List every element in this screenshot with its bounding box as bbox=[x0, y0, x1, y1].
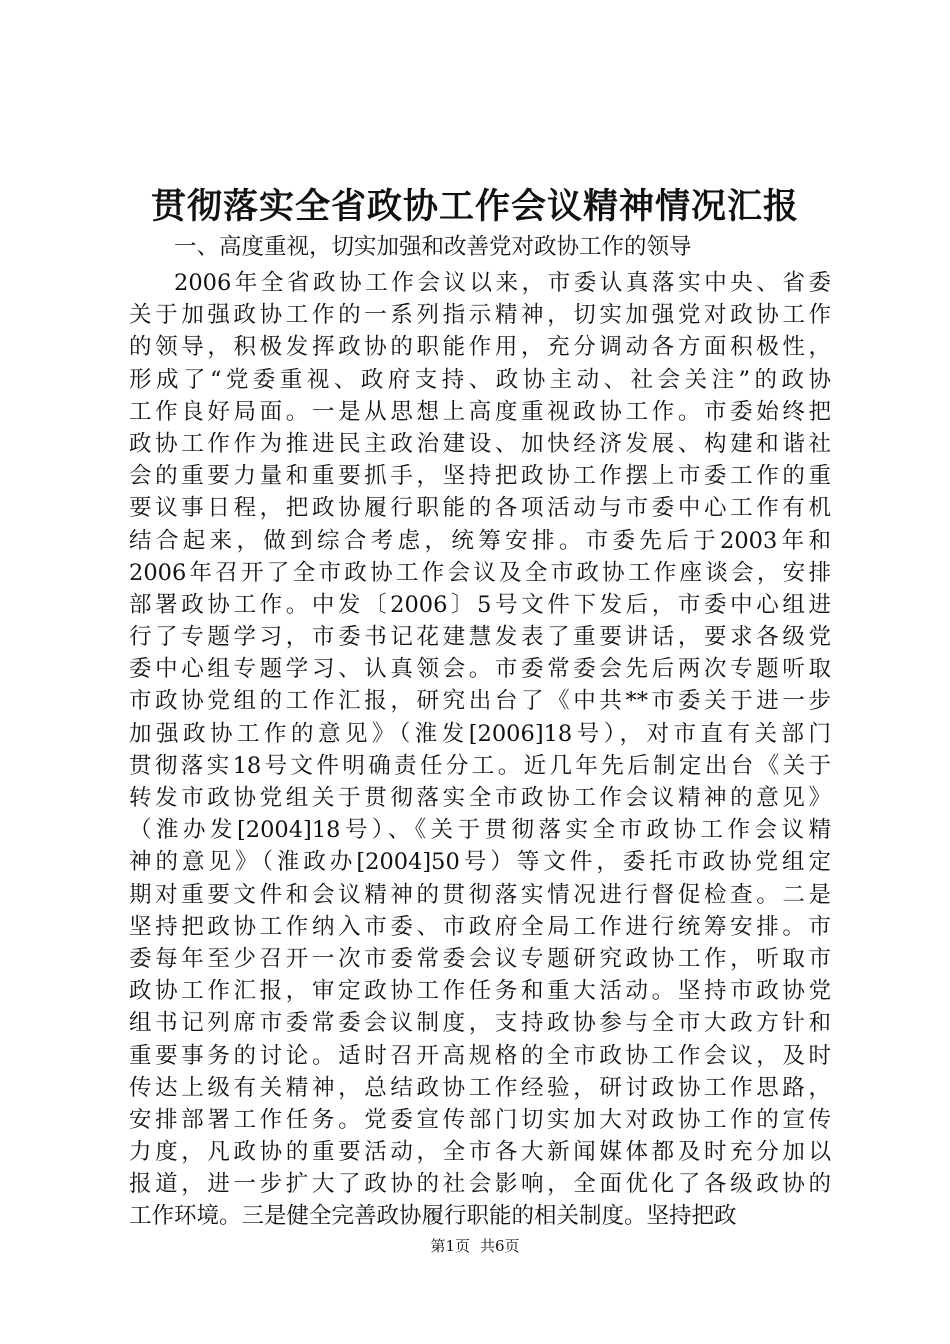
body-line: 政协工作汇报，审定政协工作任务和重大活动。坚持市政协党 bbox=[129, 978, 831, 1005]
body-line: 部署政协工作。中发〔2006〕5号文件下发后，市委中心组进 bbox=[129, 591, 831, 618]
body-line: 贯彻落实18号文件明确责任分工。近几年先后制定出台《关于 bbox=[129, 752, 831, 779]
body-line: 坚持把政协工作纳入市委、市政府全局工作进行统筹安排。市 bbox=[129, 913, 831, 940]
body-line: 行了专题学习，市委书记花建慧发表了重要讲话，要求各级党 bbox=[129, 624, 831, 651]
body-line: 转发市政协党组关于贯彻落实全市政协工作会议精神的意见》 bbox=[129, 785, 831, 811]
section-heading: 一、高度重视，切实加强和改善党对政协工作的领导 bbox=[174, 234, 692, 260]
body-line: 重要事务的讨论。适时召开高规格的全市政协工作会议，及时 bbox=[129, 1042, 831, 1069]
page-footer bbox=[0, 1236, 950, 1256]
body-line: 期对重要文件和会议精神的贯彻落实情况进行督促检查。二是 bbox=[129, 881, 831, 908]
body-line: 力度，凡政协的重要活动，全市各大新闻媒体都及时充分加以 bbox=[129, 1139, 831, 1166]
body-line: 的领导，积极发挥政协的职能作用，充分调动各方面积极性， bbox=[129, 334, 831, 361]
body-line: 加强政协工作的意见》（淮发[2006]18号），对市直有关部门 bbox=[129, 720, 831, 747]
body-line: 2006年召开了全市政协工作会议及全市政协工作座谈会，安排 bbox=[129, 559, 831, 586]
body-line: 报道，进一步扩大了政协的社会影响，全面优化了各级政协的 bbox=[129, 1171, 831, 1198]
body-line: 市政协党组的工作汇报，研究出台了《中共**市委关于进一步 bbox=[129, 688, 831, 715]
body-line: 安排部署工作任务。党委宣传部门切实加大对政协工作的宣传 bbox=[129, 1106, 831, 1133]
page-number: 第1页 bbox=[430, 1237, 470, 1255]
body-line: 关于加强政协工作的一系列指示精神，切实加强党对政协工作 bbox=[129, 302, 831, 329]
body-line: 会的重要力量和重要抓手，坚持把政协工作摆上市委工作的重 bbox=[129, 463, 831, 490]
document-title: 贯彻落实全省政协工作会议精神情况汇报 bbox=[150, 186, 799, 227]
body-line: 委中心组专题学习、认真领会。市委常委会先后两次专题听取 bbox=[129, 656, 831, 683]
body-line: 2006年全省政协工作会议以来，市委认真落实中央、省委 bbox=[174, 270, 831, 296]
body-line: 要议事日程，把政协履行职能的各项活动与市委中心工作有机 bbox=[129, 495, 831, 522]
body-line: 神的意见》（淮政办[2004]50号）等文件，委托市政协党组定 bbox=[129, 849, 831, 876]
body-line: 政协工作作为推进民主政治建设、加快经济发展、构建和谐社 bbox=[129, 430, 831, 457]
body-line: 工作环境。三是健全完善政协履行职能的相关制度。坚持把政 bbox=[129, 1203, 737, 1230]
body-line: 工作良好局面。一是从思想上高度重视政协工作。市委始终把 bbox=[129, 398, 831, 425]
page-total: 共6页 bbox=[480, 1237, 520, 1255]
document-body bbox=[129, 267, 831, 1233]
body-line: 形成了“党委重视、政府支持、政协主动、社会关注”的政协 bbox=[129, 366, 831, 393]
body-line: 传达上级有关精神，总结政协工作经验，研讨政协工作思路， bbox=[129, 1074, 831, 1101]
body-line: 委每年至少召开一次市委常委会议专题研究政协工作，听取市 bbox=[129, 945, 831, 972]
body-line: 组书记列席市委常委会议制度，支持政协参与全市大政方针和 bbox=[129, 1010, 831, 1037]
body-line: （淮办发[2004]18号）、《关于贯彻落实全市政协工作会议精 bbox=[129, 817, 831, 844]
body-line: 结合起来，做到综合考虑，统筹安排。市委先后于2003年和 bbox=[129, 527, 831, 554]
